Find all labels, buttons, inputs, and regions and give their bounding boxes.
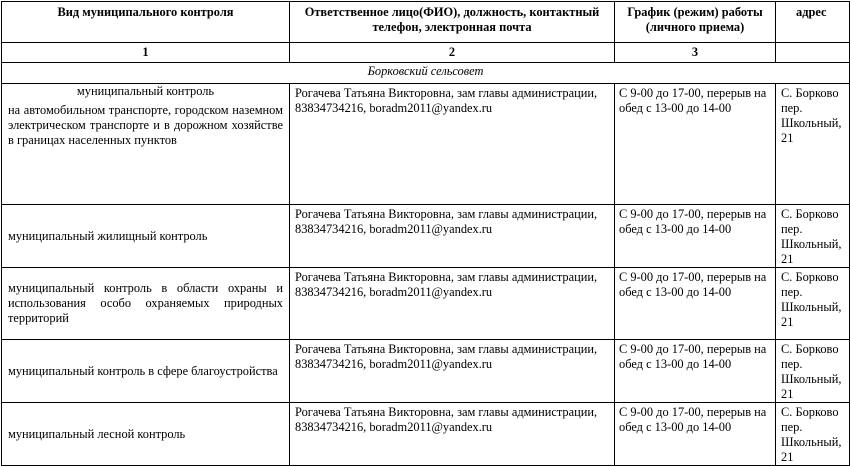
- address: С. Борково пер. Школьный, 21: [776, 403, 850, 466]
- control-kind-text: муниципальный лесной контроль: [2, 403, 290, 466]
- address: С. Борково пер. Школьный, 21: [776, 268, 850, 340]
- section-row: [2, 63, 850, 84]
- column-number-4: [776, 43, 850, 63]
- table-row: [2, 340, 850, 403]
- address: С. Борково пер. Школьный, 21: [776, 84, 850, 205]
- work-schedule: С 9-00 до 17-00, перерыв на обед с 13-00 до 14-00: [615, 205, 776, 268]
- header-address: адрес: [776, 2, 850, 43]
- responsible-person: Рогачева Татьяна Викторовна, зам главы администрации, 83834734216, boradm2011@yandex.ru: [290, 340, 615, 403]
- column-number-3: 3: [615, 43, 776, 63]
- control-kind-title: муниципальный контроль: [76, 84, 215, 98]
- responsible-person: Рогачева Татьяна Викторовна, зам главы администрации, 83834734216, boradm2011@yandex.ru: [290, 268, 615, 340]
- table-row: [2, 268, 850, 340]
- work-schedule: С 9-00 до 17-00, перерыв на обед с 13-00 до 14-00: [615, 84, 776, 205]
- control-kind-text: муниципальный жилищный контроль: [2, 205, 290, 268]
- control-kind-text: муниципальный контроль в сфере благоустройства: [2, 340, 290, 403]
- control-kind-text: муниципальный контроль в области охраны и использования особо охраняемых природных территорий: [2, 268, 290, 340]
- responsible-person: Рогачева Татьяна Викторовна, зам главы администрации, 83834734216, boradm2011@yandex.ru: [290, 84, 615, 205]
- responsible-person: Рогачева Татьяна Викторовна, зам главы администрации, 83834734216, boradm2011@yandex.ru: [290, 403, 615, 466]
- work-schedule: С 9-00 до 17-00, перерыв на обед с 13-00 до 14-00: [615, 403, 776, 466]
- address: С. Борково пер. Школьный, 21: [776, 340, 850, 403]
- header-person: Ответственное лицо(ФИО), должность, контактный телефон, электронная почта: [290, 2, 615, 43]
- address: С. Борково пер. Школьный, 21: [776, 205, 850, 268]
- header-schedule: График (режим) работы (личного приема): [615, 2, 776, 43]
- table-row: [2, 84, 850, 205]
- table-row: [2, 403, 850, 466]
- column-number-1: 1: [2, 43, 290, 63]
- control-kind-cell: [2, 84, 290, 205]
- control-kind-text: на автомобильном транспорте, городском наземном электрическом транспорте и в дорожном хозяйстве в границах населенных пунктов: [8, 103, 283, 147]
- work-schedule: С 9-00 до 17-00, перерыв на обед с 13-00 до 14-00: [615, 268, 776, 340]
- table-row: [2, 205, 850, 268]
- header-kind: Вид муниципального контроля: [2, 2, 290, 43]
- control-table: [1, 1, 850, 466]
- column-number-row: [2, 43, 850, 63]
- column-number-2: 2: [290, 43, 615, 63]
- responsible-person: Рогачева Татьяна Викторовна, зам главы администрации, 83834734216, boradm2011@yandex.ru: [290, 205, 615, 268]
- section-title: Борковский сельсовет: [2, 63, 850, 84]
- work-schedule: С 9-00 до 17-00, перерыв на обед с 13-00 до 14-00: [615, 340, 776, 403]
